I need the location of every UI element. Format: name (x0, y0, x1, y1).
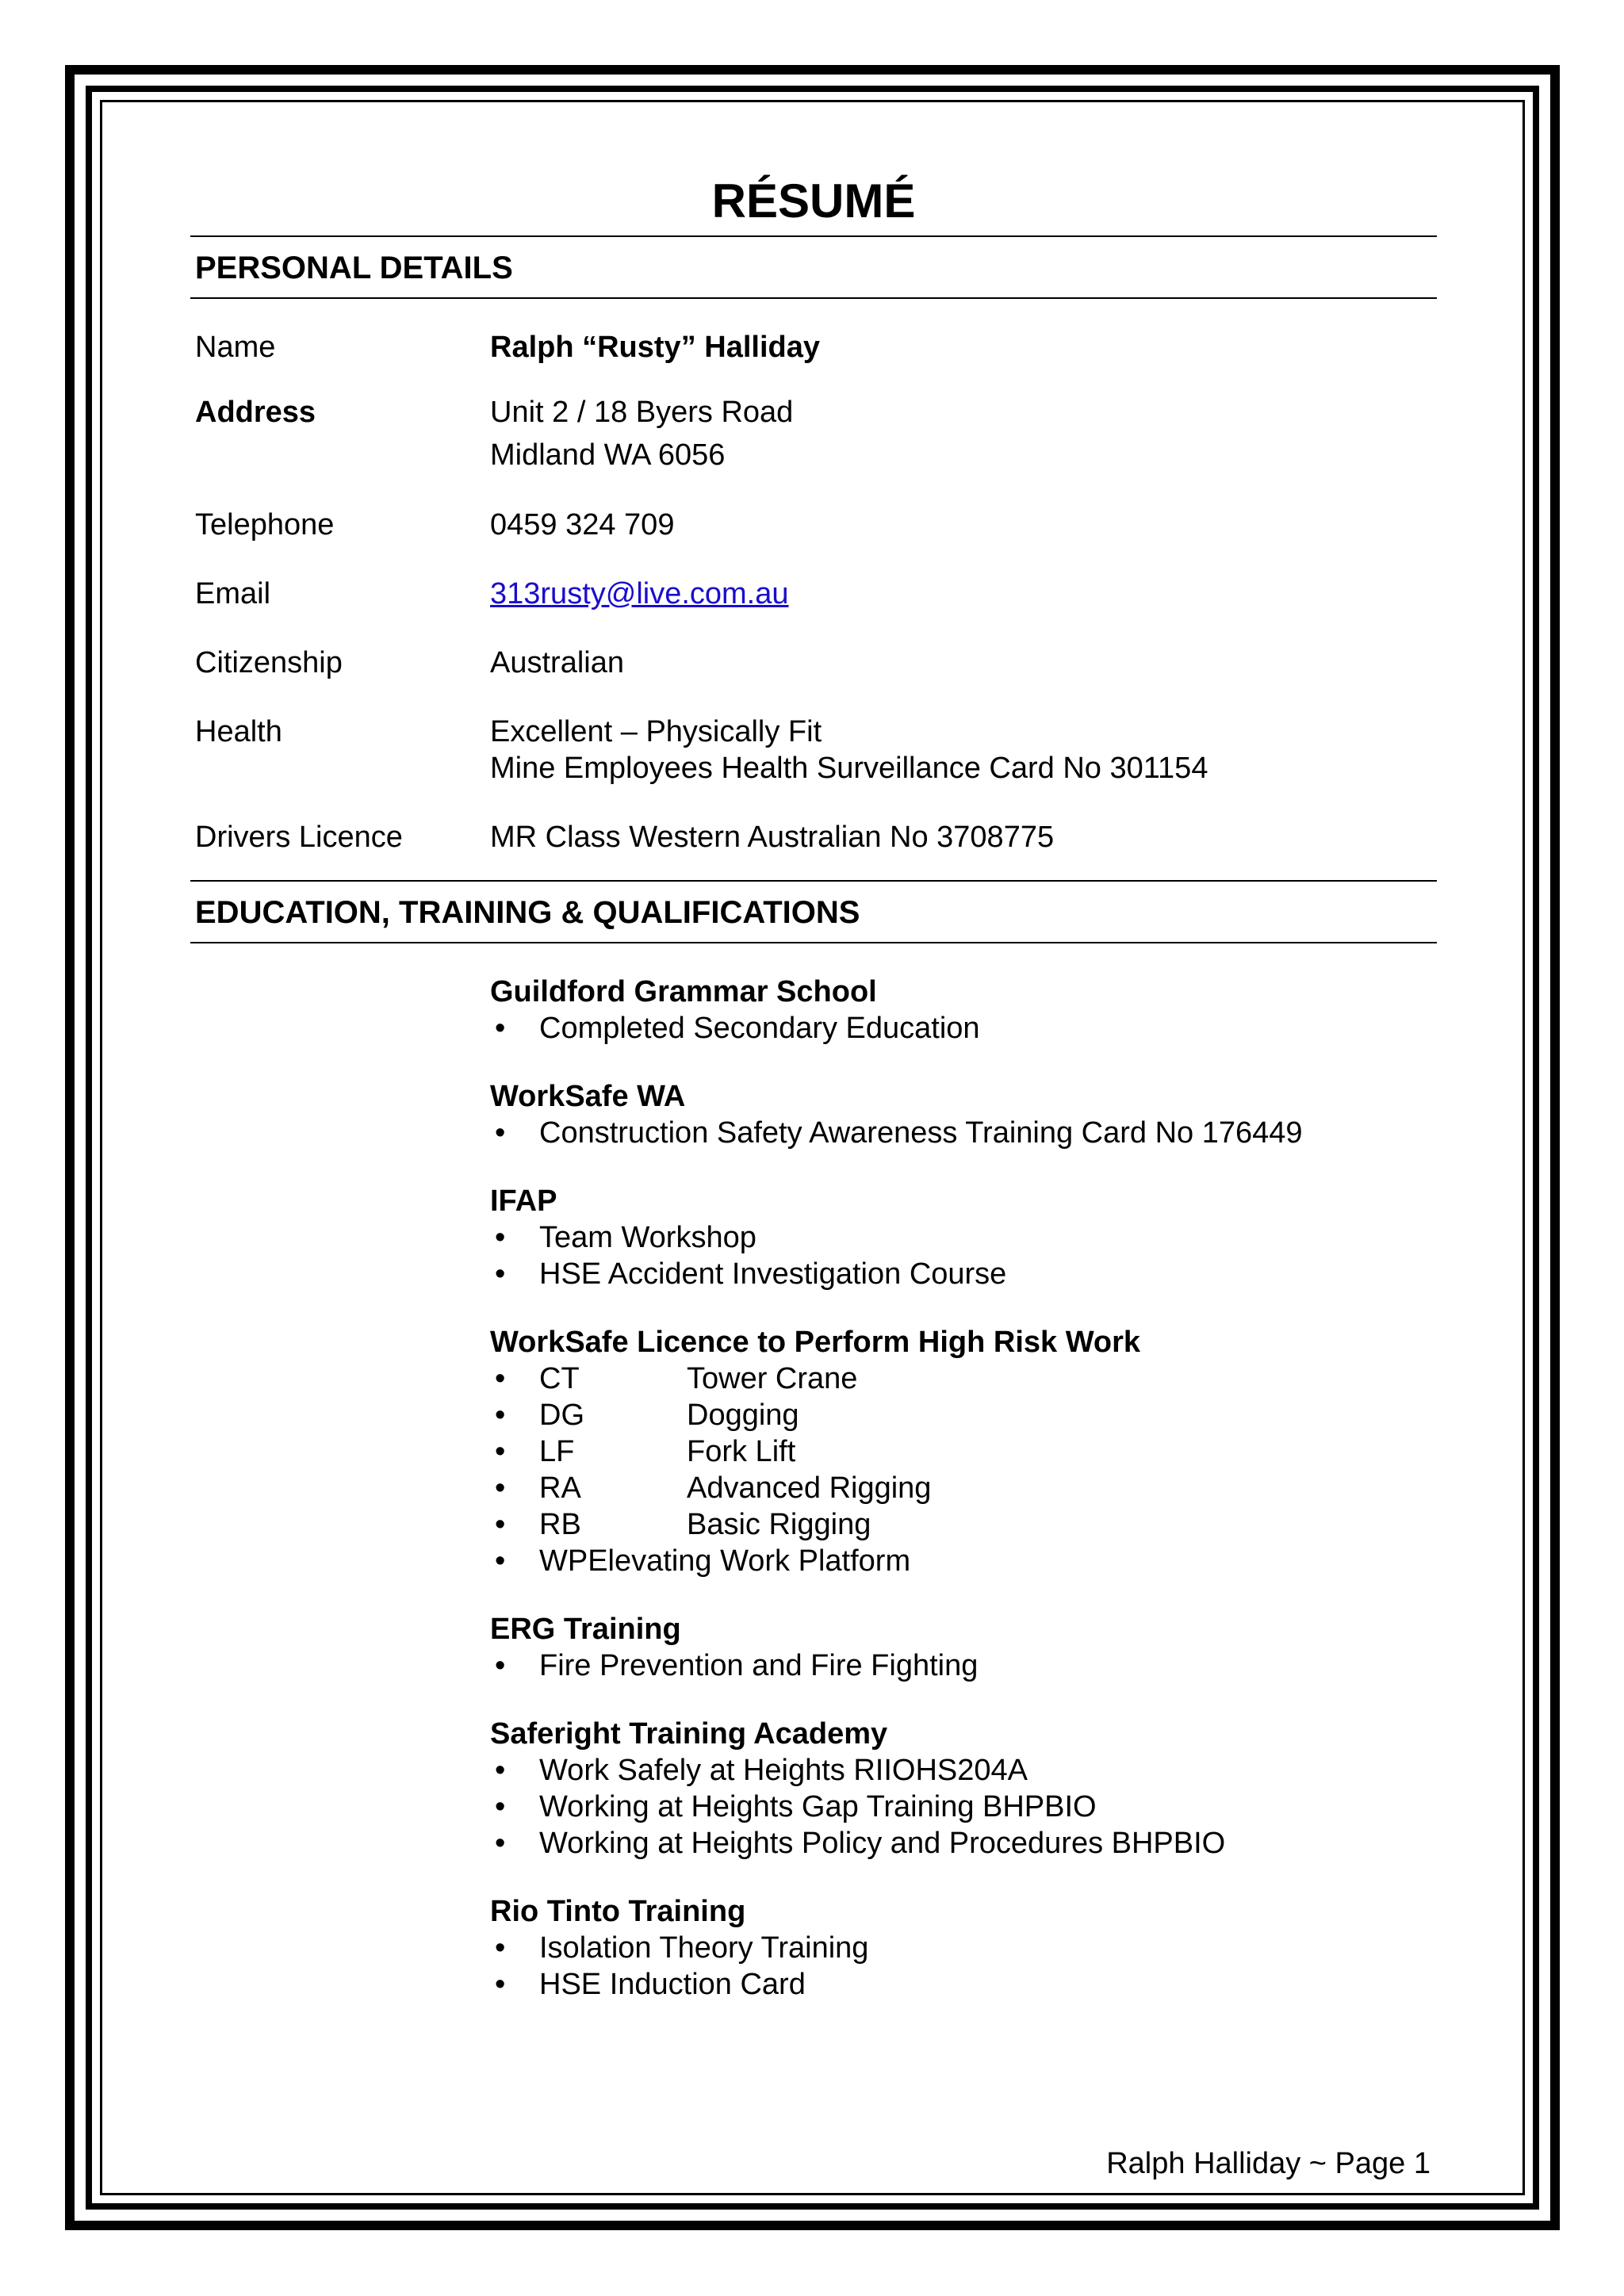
licence-code: RA (539, 1471, 581, 1505)
row-telephone (190, 507, 1437, 543)
licence-desc: Tower Crane (687, 1362, 858, 1395)
list-item: • Work Safely at Heights RIIOHS204A (490, 1752, 1437, 1789)
guildford-items (490, 1010, 1437, 1047)
row-licence (190, 819, 1437, 855)
institution-ifap: IFAP (490, 1184, 557, 1218)
list-item (490, 1470, 1437, 1506)
licence-desc: Dogging (687, 1399, 799, 1432)
licence-code: CT (539, 1362, 580, 1395)
row-address (190, 394, 1437, 473)
health-line-2: Mine Employees Health Surveillance Card No 301154 (490, 752, 1208, 785)
institution-erg: ERG Training (490, 1613, 681, 1646)
institution-high-risk: WorkSafe Licence to Perform High Risk Work (490, 1326, 1141, 1359)
label-licence: Drivers Licence (195, 821, 403, 854)
page-title: RÉSUMÉ (711, 174, 916, 228)
section-heading-education: EDUCATION, TRAINING & QUALIFICATIONS (195, 895, 860, 930)
licence-desc: Fork Lift (687, 1435, 796, 1468)
label-health: Health (195, 715, 282, 748)
worksafe-items (490, 1115, 1437, 1151)
row-email (190, 576, 1437, 612)
health-line-1: Excellent – Physically Fit (490, 715, 822, 748)
list-item: • HSE Accident Investigation Course (490, 1256, 1437, 1292)
value-name: Ralph “Rusty” Halliday (490, 331, 820, 364)
list-item: • Completed Secondary Education (490, 1010, 1437, 1047)
list-item (490, 1397, 1437, 1433)
list-item: • Isolation Theory Training (490, 1930, 1437, 1966)
licence-code: DG (539, 1399, 584, 1432)
label-name: Name (195, 331, 276, 364)
licence-code: RB (539, 1508, 581, 1541)
list-item: • WPElevating Work Platform (490, 1543, 1437, 1579)
row-name (190, 329, 1437, 365)
institution-rio-tinto: Rio Tinto Training (490, 1895, 746, 1928)
erg-items (490, 1647, 1437, 1684)
value-licence: MR Class Western Australian No 3708775 (490, 821, 1055, 854)
label-email: Email (195, 577, 271, 610)
high-risk-items (490, 1360, 1437, 1579)
label-address: Address (195, 396, 316, 429)
list-item: • Working at Heights Policy and Procedures BHPBIO (490, 1825, 1437, 1862)
row-health (190, 714, 1437, 786)
list-item: • Team Workshop (490, 1219, 1437, 1256)
licence-desc: Basic Rigging (687, 1508, 871, 1541)
address-line-2: Midland WA 6056 (490, 438, 726, 472)
label-telephone: Telephone (195, 508, 335, 541)
value-telephone: 0459 324 709 (490, 508, 675, 541)
list-item: • HSE Induction Card (490, 1966, 1437, 2003)
list-item (490, 1433, 1437, 1470)
list-item (490, 1360, 1437, 1397)
resume-content (190, 170, 1437, 2003)
list-item (490, 1506, 1437, 1543)
institution-worksafe: WorkSafe WA (490, 1080, 686, 1113)
section-heading-personal: PERSONAL DETAILS (195, 251, 513, 285)
email-link[interactable]: 313rusty@live.com.au (490, 577, 789, 610)
saferight-items (490, 1752, 1437, 1862)
institution-saferight: Saferight Training Academy (490, 1717, 888, 1751)
ifap-items (490, 1219, 1437, 1292)
list-item: • Construction Safety Awareness Training Card No 176449 (490, 1115, 1437, 1151)
value-citizenship: Australian (490, 646, 624, 679)
label-citizenship: Citizenship (195, 646, 343, 679)
list-item: • Fire Prevention and Fire Fighting (490, 1647, 1437, 1684)
education-list (190, 943, 1437, 2003)
institution-guildford: Guildford Grammar School (490, 975, 877, 1008)
row-citizenship (190, 645, 1437, 681)
address-line-1: Unit 2 / 18 Byers Road (490, 396, 794, 429)
list-item: • Working at Heights Gap Training BHPBIO (490, 1789, 1437, 1825)
page-footer: Ralph Halliday ~ Page 1 (1106, 2147, 1431, 2180)
rio-tinto-items (490, 1930, 1437, 2003)
licence-code: LF (539, 1435, 575, 1468)
licence-desc: Advanced Rigging (687, 1471, 932, 1505)
